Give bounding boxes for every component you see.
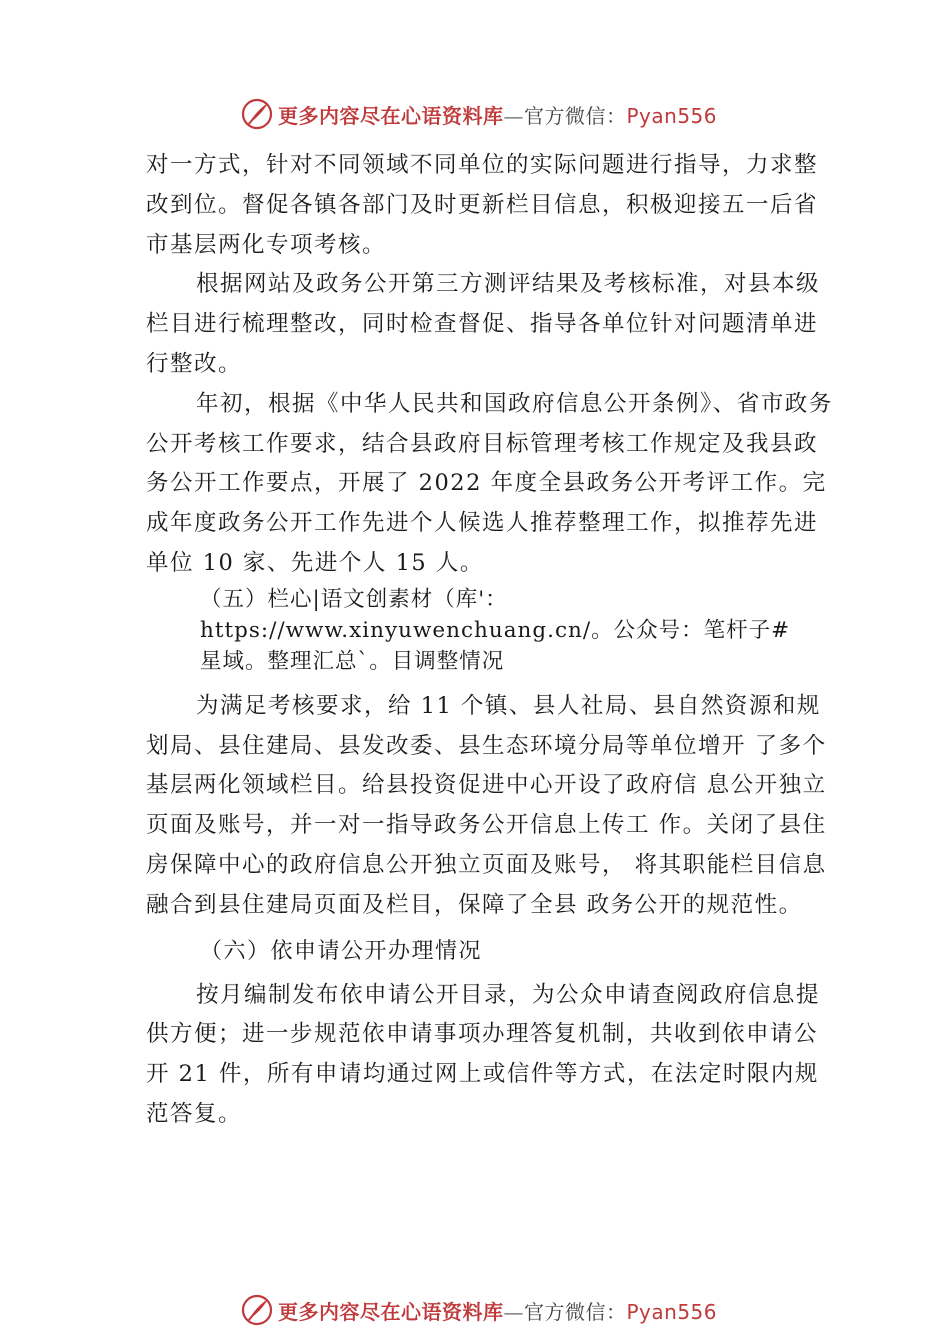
- paragraph: 为满足考核要求，给 11 个镇、县人社局、县自然资源和规划局、县住建局、县发改委、县生态环境分局等单位增开 了多个基层两化领域栏目。给县投资促进中心开设了政府信 息公开独立页面及账号，并一对一指导政务公开信息上传工 作。关闭了县住房保障中心的政府信息公开独立页面及账号， 将其职能栏目信息融合到县住建局页面及栏目，保障了全县 政务公开的规范性。: [146, 692, 827, 918]
- section-five-heading: （五）栏心|语文创素材（库'：https://www.xinyuwenchuang.cn/。公众号：笔杆子#星域。整理汇总`。目调整情况: [200, 586, 791, 674]
- footer-banner: [240, 1292, 740, 1328]
- banner-separator: —: [503, 1299, 524, 1324]
- feather-quill-icon: [240, 1293, 274, 1327]
- banner-text: [278, 1296, 717, 1325]
- banner-separator: —: [503, 103, 524, 128]
- feather-quill-icon: [240, 97, 274, 131]
- banner-brand: 更多内容尽在心语资料库: [278, 1299, 504, 1324]
- banner-label: 官方微信：: [524, 1299, 627, 1324]
- paragraph: 年初，根据《中华人民共和国政府信息公开条例》、省市政务公开考核工作要求，结合县政府目标管理考核工作规定及我县政务公开工作要点，开展了 2022 年度全县政务公开考评工作。完成年度政务公开工作先进个人候选人推荐整理工作，拟推荐先进单位 10 家、先进个人 15 人。: [146, 390, 833, 576]
- paragraph: 按月编制发布依申请公开目录，为公众申请查阅政府信息提供方便；进一步规范依申请事项办理答复机制，共收到依申请公开 21 件，所有申请均通过网上或信件等方式，在法定时限内规范答复。: [146, 981, 821, 1127]
- banner-label: 官方微信：: [524, 103, 627, 128]
- paragraph: 根据网站及政务公开第三方测评结果及考核标准，对县本级栏目进行梳理整改，同时检查督促、指导各单位针对问题清单进行整改。: [146, 271, 821, 377]
- banner-wechat-id: Pyan556: [626, 1299, 718, 1324]
- header-banner: [240, 96, 740, 132]
- document-body: [146, 146, 836, 1135]
- banner-brand: 更多内容尽在心语资料库: [278, 103, 504, 128]
- banner-wechat-id: Pyan556: [626, 103, 718, 128]
- banner-text: [278, 100, 717, 129]
- section-six-heading: （六）依申请公开办理情况: [200, 938, 483, 964]
- paragraph: 对一方式，针对不同领域不同单位的实际问题进行指导，力求整改到位。督促各镇各部门及时更新栏目信息，积极迎接五一后省市基层两化专项考核。: [146, 152, 819, 258]
